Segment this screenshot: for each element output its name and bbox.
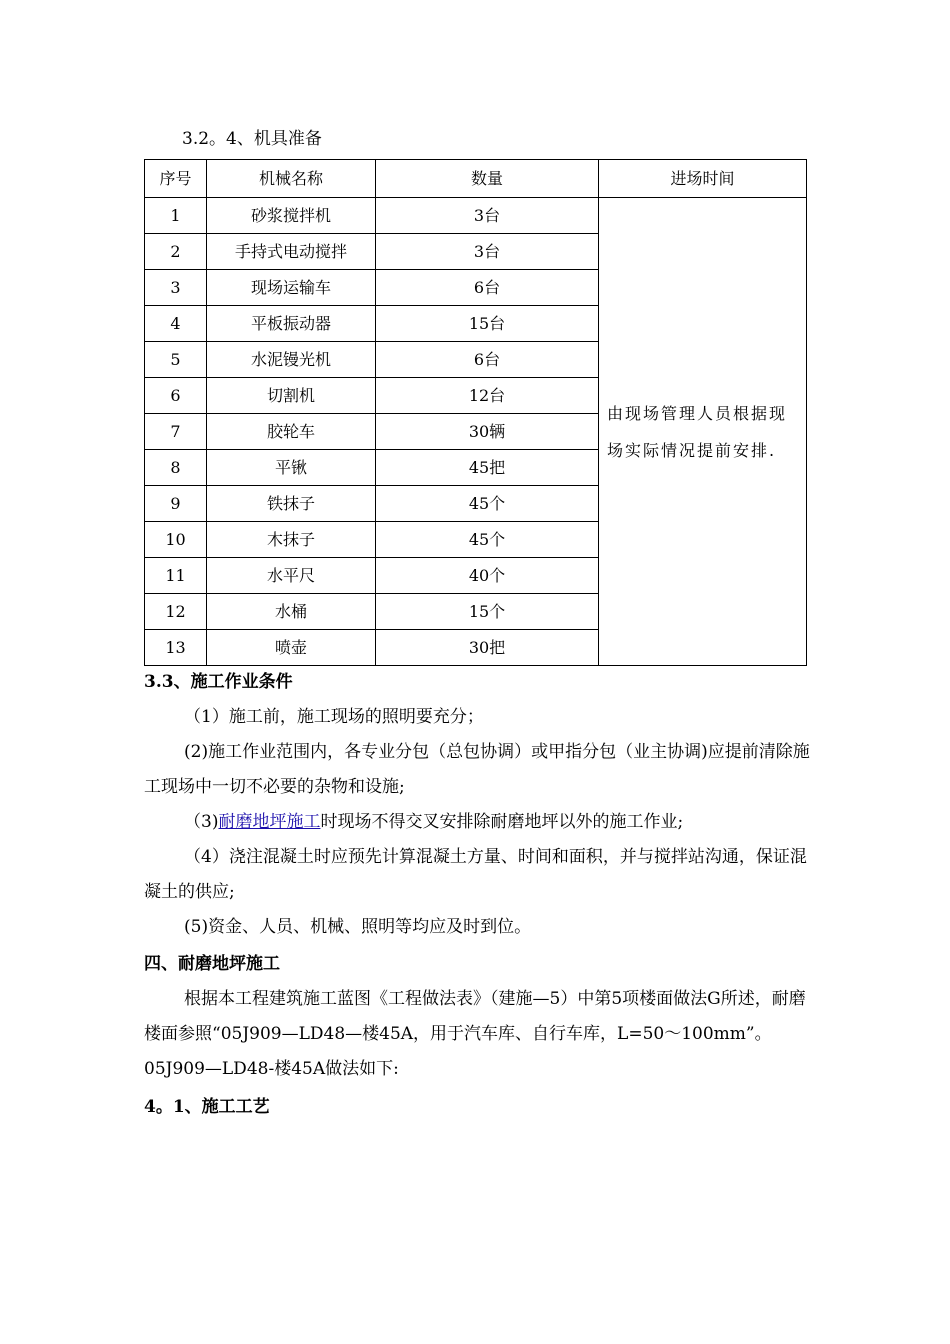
section-title-4: 四、耐磨地坪施工	[144, 954, 280, 974]
row-index: 2	[145, 234, 207, 270]
table-header-row	[145, 160, 807, 198]
row-index: 8	[145, 450, 207, 486]
row-quantity: 30辆	[376, 414, 599, 450]
header-entry-time: 进场时间	[599, 160, 807, 198]
condition-item-1: （1）施工前，施工现场的照明要充分；	[184, 707, 484, 727]
header-name: 机械名称	[207, 160, 376, 198]
row-name: 喷壶	[207, 630, 376, 666]
row-name: 水泥镘光机	[207, 342, 376, 378]
row-name: 铁抹子	[207, 486, 376, 522]
row-index: 9	[145, 486, 207, 522]
row-quantity: 6台	[376, 342, 599, 378]
row-quantity: 40个	[376, 558, 599, 594]
condition-item-4: （4）浇注混凝土时应预先计算混凝土方量、时间和面积，并与搅拌站沟通，保证混凝土的供应;	[144, 847, 807, 902]
section-title-3-2-4: 3.2。4、机具准备	[182, 129, 322, 149]
row-name: 手持式电动搅拌	[207, 234, 376, 270]
row-name: 现场运输车	[207, 270, 376, 306]
row-name: 水桶	[207, 594, 376, 630]
row-quantity: 45个	[376, 522, 599, 558]
row-name: 木抹子	[207, 522, 376, 558]
header-quantity: 数量	[376, 160, 599, 198]
condition-item-5: (5)资金、人员、机械、照明等均应及时到位。	[184, 917, 532, 937]
row-quantity: 3台	[376, 234, 599, 270]
row-name: 切割机	[207, 378, 376, 414]
table-row	[145, 198, 807, 234]
row-name: 胶轮车	[207, 414, 376, 450]
row-quantity: 45把	[376, 450, 599, 486]
row-quantity: 45个	[376, 486, 599, 522]
section-title-4-1: 4。1、施工工艺	[144, 1097, 270, 1117]
row-name: 平板振动器	[207, 306, 376, 342]
row-quantity: 3台	[376, 198, 599, 234]
row-quantity: 12台	[376, 378, 599, 414]
header-index: 序号	[145, 160, 207, 198]
row-name: 砂浆搅拌机	[207, 198, 376, 234]
row-index: 6	[145, 378, 207, 414]
row-index: 11	[145, 558, 207, 594]
condition-item-3-prefix: （3)	[184, 812, 219, 832]
row-index: 12	[145, 594, 207, 630]
entry-time-note: 由现场管理人员根据现场实际情况提前安排.	[599, 198, 807, 666]
row-index: 3	[145, 270, 207, 306]
section-title-3-3: 3.3、施工作业条件	[144, 672, 293, 692]
equipment-table	[144, 159, 807, 666]
row-quantity: 15台	[376, 306, 599, 342]
condition-item-3	[144, 805, 812, 840]
row-quantity: 15个	[376, 594, 599, 630]
row-index: 4	[145, 306, 207, 342]
row-index: 10	[145, 522, 207, 558]
section-4-body: 根据本工程建筑施工蓝图《工程做法表》（建施—5）中第5项楼面做法G所述，耐磨楼面参照“05J909—LD48—楼45A，用于汽车库、自行车库，L=50～100mm”。05J909—LD48-楼45A做法如下:	[144, 989, 806, 1079]
row-name: 水平尺	[207, 558, 376, 594]
wear-floor-construction-link[interactable]: 耐磨地坪施工	[218, 812, 321, 832]
condition-item-3-suffix: 时现场不得交叉安排除耐磨地坪以外的施工作业;	[320, 812, 684, 832]
row-quantity: 6台	[376, 270, 599, 306]
row-index: 7	[145, 414, 207, 450]
row-name: 平锹	[207, 450, 376, 486]
row-index: 1	[145, 198, 207, 234]
row-index: 5	[145, 342, 207, 378]
row-index: 13	[145, 630, 207, 666]
condition-item-2: (2)施工作业范围内，各专业分包（总包协调）或甲指分包（业主协调)应提前清除施工现场中一切不必要的杂物和设施;	[144, 742, 810, 797]
row-quantity: 30把	[376, 630, 599, 666]
